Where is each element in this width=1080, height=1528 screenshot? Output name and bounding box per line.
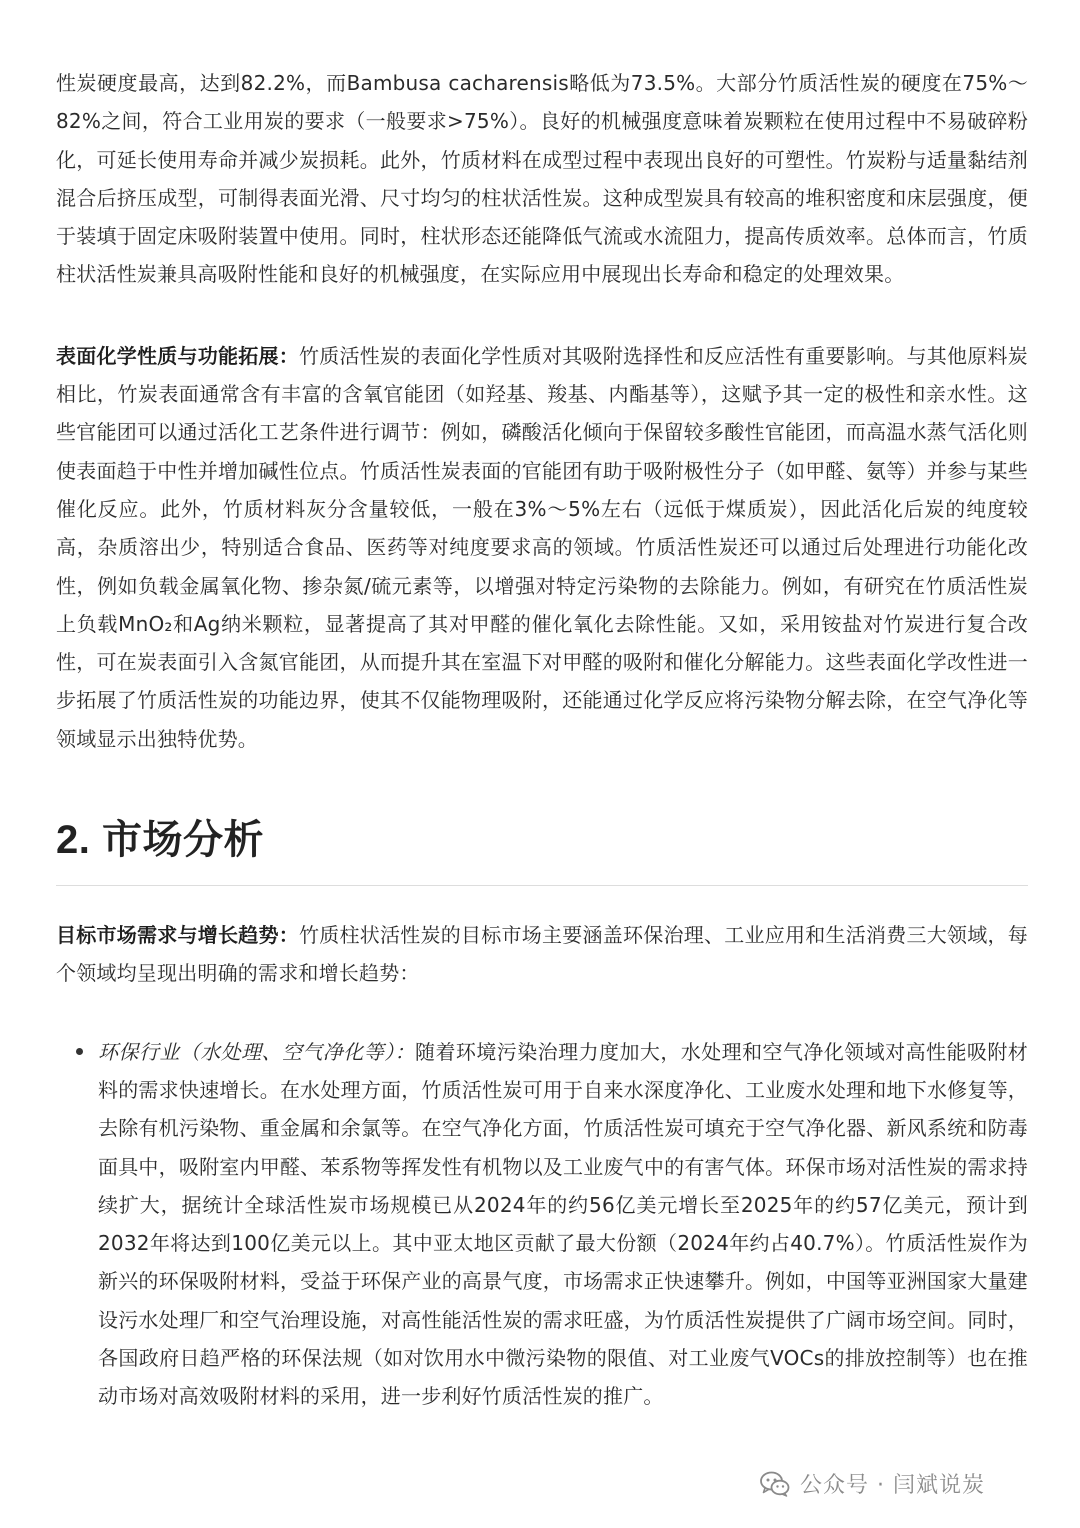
paragraph-heading: 表面化学性质与功能拓展： — [56, 343, 300, 368]
bullet-list — [56, 1033, 1028, 1416]
paragraph-text: 竹质柱状活性炭的目标市场主要涵盖环保治理、工业应用和生活消费三大领域，每个领域均呈现出明确的需求和增长趋势： — [56, 923, 1028, 986]
wechat-icon — [760, 1471, 790, 1497]
paragraph-heading: 目标市场需求与增长趋势： — [56, 923, 300, 948]
article-body — [56, 64, 1028, 1416]
paragraph-market-demand — [56, 916, 1028, 993]
paragraph-surface-chemistry — [56, 337, 1028, 758]
watermark-text: 公众号 · 闫斌说炭 — [800, 1473, 985, 1498]
paragraph-mechanical-strength: 性炭硬度最高，达到82.2%，而Bambusa cacharensis略低为73.5%。大部分竹质活性炭的硬度在75%～82%之间，符合工业用炭的要求（一般要求>75%）。良好的机械强度意味着炭颗粒在使用过程中不易破碎粉化，可延长使用寿命并减少炭损耗。此外，竹质材料在成型过程中表现出良好的可塑性。竹炭粉与适量黏结剂混合后挤压成型，可制得表面光滑、尺寸均匀的柱状活性炭。这种成型炭具有较高的堆积密度和床层强度，便于装填于固定床吸附装置中使用。同时，柱状形态还能降低气流或水流阻力，提高传质效率。总体而言，竹质柱状活性炭兼具高吸附性能和良好的机械强度，在实际应用中展现出长寿命和稳定的处理效果。 — [56, 71, 1028, 287]
list-item-label: 环保行业（水处理、空气净化等）： — [98, 1039, 416, 1064]
section-title: 2. 市场分析 — [56, 818, 264, 863]
paragraph-text: 竹质活性炭的表面化学性质对其吸附选择性和反应活性有重要影响。与其他原料炭相比，竹炭表面通常含有丰富的含氧官能团（如羟基、羧基、内酯基等），这赋予其一定的极性和亲水性。这些官能团可以通过活化工艺条件进行调节：例如，磷酸活化倾向于保留较多酸性官能团，而高温水蒸气活化则使表面趋于中性并增加碱性位点。竹质活性炭表面的官能团有助于吸附极性分子（如甲醛、氨等）并参与某些催化反应。此外，竹质材料灰分含量较低，一般在3%～5%左右（远低于煤质炭），因此活化后炭的纯度较高，杂质溶出少，特别适合食品、医药等对纯度要求高的领域。竹质活性炭还可以通过后处理进行功能化改性，例如负载金属氧化物、掺杂氮/硫元素等，以增强对特定污染物的去除能力。例如，有研究在竹质活性炭上负载MnO₂和Ag纳米颗粒，显著提高了其对甲醛的催化氧化去除性能。又如，采用铵盐对竹炭进行复合改性，可在炭表面引入含氮官能团，从而提升其在室温下对甲醛的吸附和催化分解能力。这些表面化学改性进一步拓展了竹质活性炭的功能边界，使其不仅能物理吸附，还能通过化学反应将污染物分解去除，在空气净化等领域显示出独特优势。 — [56, 343, 1028, 751]
watermark — [760, 1468, 985, 1499]
list-item-text: 随着环境污染治理力度加大，水处理和空气净化领域对高性能吸附材料的需求快速增长。在水处理方面，竹质活性炭可用于自来水深度净化、工业废水处理和地下水修复等，去除有机污染物、重金属和余氯等。在空气净化方面，竹质活性炭可填充于空气净化器、新风系统和防毒面具中，吸附室内甲醛、苯系物等挥发性有机物以及工业废气中的有害气体。环保市场对活性炭的需求持续扩大，据统计全球活性炭市场规模已从2024年的约56亿美元增长至2025年的约57亿美元，预计到2032年将达到100亿美元以上。其中亚太地区贡献了最大份额（2024年约占40.7%）。竹质活性炭作为新兴的环保吸附材料，受益于环保产业的高景气度，市场需求正快速攀升。例如，中国等亚洲国家大量建设污水处理厂和空气治理设施，对高性能活性炭的需求旺盛，为竹质活性炭提供了广阔市场空间。同时，各国政府日趋严格的环保法规（如对饮用水中微污染物的限值、对工业废气VOCs的排放控制等）也在推动市场对高效吸附材料的采用，进一步利好竹质活性炭的推广。 — [98, 1039, 1029, 1409]
list-item — [56, 1033, 1028, 1416]
bullet-icon — [76, 1048, 83, 1055]
